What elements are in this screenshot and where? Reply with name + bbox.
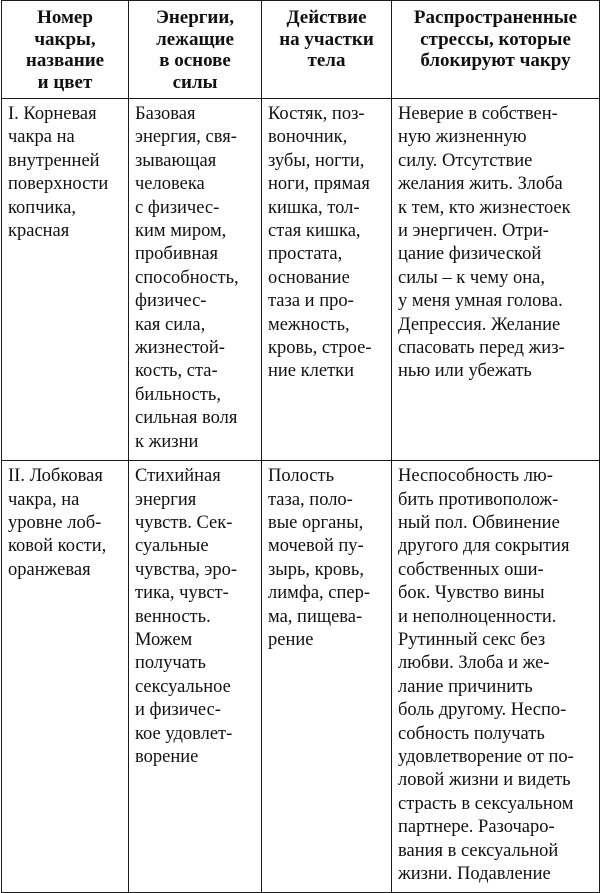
cell-line: простата,	[268, 244, 343, 265]
cell-line: чакра на	[8, 127, 75, 148]
header-line: блокируют чакру	[420, 50, 571, 71]
cell-line: таза, поло-	[268, 489, 353, 510]
cell-line: вания в сексуальной	[398, 840, 559, 861]
cell-energies	[129, 461, 262, 893]
cell-line: Базовая	[135, 104, 196, 124]
cell-line: зывающая	[135, 150, 217, 171]
cell-line: основание	[268, 267, 350, 288]
cell-line: оранжевая	[8, 559, 91, 580]
cell-line: страсть в сексуальном	[398, 793, 574, 814]
cell-line: и физичес-	[135, 700, 221, 721]
header-stresses	[392, 1, 600, 99]
cell-line: стая кишка,	[268, 221, 361, 242]
cell-line: физичес-	[135, 291, 207, 312]
cell-line: нью или убежать	[398, 361, 532, 382]
header-line: Распространенные	[413, 7, 578, 28]
cell-line: силу. Отсутствие	[398, 150, 533, 171]
cell-line: к тем, кто жизнестоек	[398, 197, 571, 218]
cell-line: чакра, на	[8, 489, 80, 510]
cell-line: чувства, эро-	[135, 559, 238, 580]
cell-line: жизни. Подавление	[398, 864, 551, 884]
cell-line: венность.	[135, 606, 211, 627]
cell-line: сильная воля	[135, 408, 238, 429]
cell-line: собственных оши-	[398, 559, 544, 580]
cell-line: и неполноценности.	[398, 606, 557, 627]
cell-line: II. Лобковая	[8, 466, 103, 487]
cell-line: I. Корневая	[8, 104, 97, 124]
cell-line: кая сила,	[135, 314, 206, 335]
cell-line: копчика,	[8, 197, 76, 218]
cell-line: тика, чувст-	[135, 583, 229, 604]
header-line: Действие	[286, 7, 367, 28]
cell-line: лимфа, спер-	[268, 583, 371, 604]
cell-stresses	[392, 461, 600, 893]
table-row	[2, 99, 600, 461]
header-line: на участки	[279, 28, 374, 50]
cell-body-areas	[262, 99, 392, 461]
cell-line: бить противополож-	[398, 489, 559, 510]
cell-line: Рутинный секс без	[398, 629, 546, 650]
cell-line: жизнестой-	[135, 338, 225, 359]
table-row	[2, 461, 600, 893]
cell-line: красная	[8, 221, 70, 242]
header-line: в основе	[159, 50, 231, 71]
cell-line: бок. Чувство вины	[398, 583, 545, 604]
table-header-row	[2, 1, 600, 99]
chakra-table	[1, 0, 600, 893]
cell-line: ворение	[135, 746, 199, 767]
cell-line: собность получать	[398, 723, 545, 744]
cell-line: ма, пищева-	[268, 606, 363, 627]
cell-line: у меня умная голова.	[398, 291, 563, 312]
header-line: тела	[307, 50, 346, 71]
cell-line: ким миром,	[135, 221, 227, 242]
cell-line: воночник,	[268, 127, 348, 148]
cell-line: поверхности	[8, 174, 109, 195]
cell-line: спасовать перед жиз-	[398, 338, 565, 359]
cell-line: Костяк, поз-	[268, 104, 365, 124]
cell-chakra-name	[2, 99, 129, 461]
cell-line: другого для сокрытия	[398, 536, 570, 557]
cell-line: зубы, ногти,	[268, 150, 365, 171]
cell-line: межность,	[268, 314, 350, 335]
page	[1, 0, 599, 884]
header-line: и цвет	[37, 71, 93, 93]
cell-line: партнере. Разочаро-	[398, 817, 555, 838]
cell-line: ковой кости,	[8, 536, 107, 557]
cell-line: боль другому. Неспо-	[398, 700, 567, 721]
cell-line: ный пол. Обвинение	[398, 512, 560, 533]
cell-line: внутренней	[8, 150, 100, 171]
cell-line: сексуальное	[135, 676, 231, 697]
cell-line: Стихийная	[135, 466, 221, 487]
cell-line: зырь, кровь,	[268, 559, 364, 580]
cell-line: таза и про-	[268, 291, 354, 312]
cell-line: к жизни	[135, 431, 199, 452]
cell-line: получать	[135, 653, 206, 674]
cell-line: уровне лоб-	[8, 512, 102, 533]
cell-line: суальные	[135, 536, 209, 557]
cell-line: желания жить. Злоба	[398, 174, 563, 195]
header-line: чакры,	[34, 28, 96, 50]
cell-line: кое удовлет-	[135, 723, 233, 744]
header-chakra-number-name-color	[2, 1, 129, 99]
cell-line: кишка, тол-	[268, 197, 360, 218]
cell-line: кровь, строе-	[268, 338, 372, 359]
cell-line: Неспособность лю-	[398, 466, 553, 487]
cell-line: ноги, прямая	[268, 174, 370, 195]
cell-line: ную жизненную	[398, 127, 527, 148]
cell-line: силы – к чему она,	[398, 267, 545, 288]
cell-line: энергия	[135, 489, 197, 510]
cell-line: чувств. Сек-	[135, 512, 233, 533]
cell-line: пробивная	[135, 244, 219, 265]
cell-line: ловой жизни и видеть	[398, 770, 571, 791]
cell-line: рение	[268, 629, 314, 650]
cell-line: любви. Злоба и же-	[398, 653, 550, 674]
cell-line: Неверие в собствен-	[398, 104, 558, 124]
cell-stresses	[392, 99, 600, 461]
header-energies	[129, 1, 262, 99]
cell-line: кость, ста-	[135, 361, 218, 382]
cell-energies	[129, 99, 262, 461]
cell-line: ние клетки	[268, 361, 355, 382]
cell-line: человека	[135, 174, 205, 195]
header-line: лежащие	[156, 28, 234, 50]
header-line: стрессы, которые	[420, 28, 571, 50]
cell-line: с физичес-	[135, 197, 220, 218]
cell-line: вые органы,	[268, 512, 364, 533]
header-line: Энергии,	[155, 7, 235, 28]
cell-line: Можем	[135, 629, 193, 650]
cell-line: мочевой пу-	[268, 536, 364, 557]
cell-line: Полость	[268, 466, 335, 487]
header-body-areas	[262, 1, 392, 99]
header-line: Номер	[37, 7, 93, 28]
cell-line: бильность,	[135, 384, 221, 405]
cell-line: удовлетворение от по-	[398, 746, 574, 767]
cell-line: и энергичен. Отри-	[398, 221, 549, 242]
cell-line: способность,	[135, 267, 239, 288]
header-line: силы	[172, 71, 218, 93]
header-line: название	[25, 50, 105, 71]
cell-body-areas	[262, 461, 392, 893]
cell-line: лание причинить	[398, 676, 533, 697]
cell-line: цание физической	[398, 244, 542, 265]
cell-line: Депрессия. Желание	[398, 314, 561, 335]
cell-line: энергия, свя-	[135, 127, 237, 148]
cell-chakra-name	[2, 461, 129, 893]
